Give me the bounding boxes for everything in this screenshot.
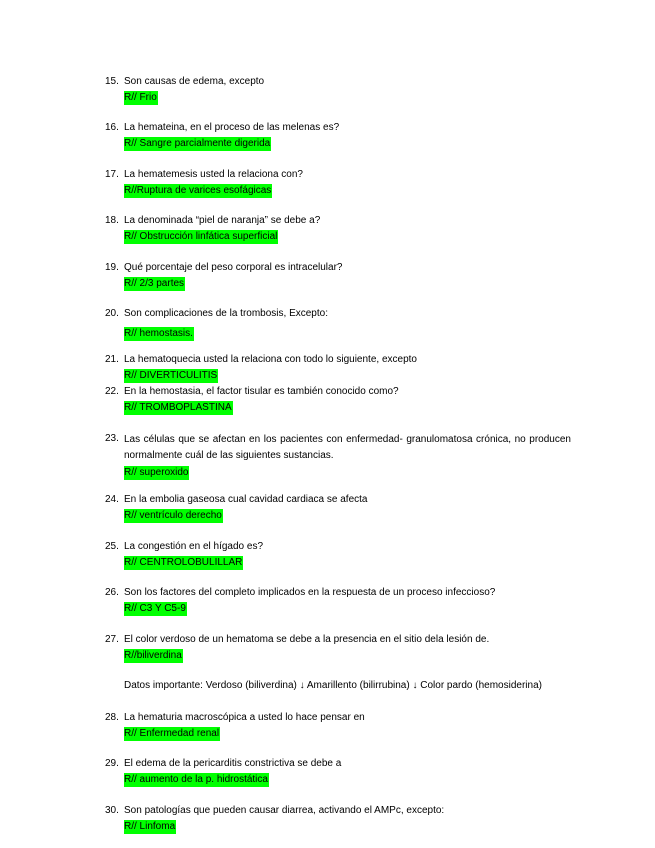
question-number: 19. [105,262,119,273]
question-text: La hemateina, en el proceso de las melenas es? [124,122,340,133]
answer-highlight: R// TROMBOPLASTINA [124,402,232,413]
answer-highlight: R// superoxido [124,467,189,478]
question-text: Qué porcentaje del peso corporal es intracelular? [124,262,343,273]
answer-highlight: R// 2/3 partes [124,278,185,289]
question-24 [105,493,571,523]
question-19 [105,261,571,291]
question-number: 23. [105,433,119,444]
question-number: 22. [105,386,119,397]
note-label: Datos importante: [124,680,203,691]
answer-highlight: R// CENTROLOBULILLAR [124,557,243,568]
question-text: La hematoquecia usted la relaciona con todo lo siguiente, excepto [124,354,417,365]
answer-highlight: R// C3 Y C5-9 [124,603,186,614]
question-number: 29. [105,758,119,769]
question-text: El edema de la pericarditis constrictiva se debe a [124,758,342,769]
question-number: 27. [105,634,119,645]
question-text: El color verdoso de un hematoma se debe a la presencia en el sitio dela lesión de. [124,634,490,645]
answer-highlight: R//biliverdina [124,650,182,661]
question-number: 30. [105,805,119,816]
question-text: La hematuria macroscópica a usted lo hace pensar en [124,712,365,723]
question-number: 24. [105,494,119,505]
answer-highlight: R// ventrículo derecho [124,510,222,521]
question-number: 21. [105,354,119,365]
question-22 [105,385,571,415]
question-29 [105,757,571,787]
question-text: Son los factores del completo implicados en la respuesta de un proceso infeccioso? [124,587,496,598]
question-text: Son patologías que pueden causar diarrea, activando el AMPc, excepto: [124,805,445,816]
question-28 [105,711,571,741]
question-25 [105,540,571,570]
question-number: 17. [105,169,119,180]
question-text: La denominada “piel de naranja” se debe a? [124,215,321,226]
question-15 [105,75,571,105]
question-number: 18. [105,215,119,226]
answer-highlight: R// hemostasis. [124,328,193,339]
question-number: 20. [105,308,119,319]
question-number: 28. [105,712,119,723]
note-text: Verdoso (biliverdina) ↓ Amarillento (bilirrubina) ↓ Color pardo (hemosiderina) [202,680,542,691]
question-16 [105,121,571,151]
important-note [124,679,571,693]
answer-highlight: R// Linfoma [124,821,176,832]
question-21 [105,353,571,383]
question-30 [105,804,571,834]
question-20 [105,307,571,341]
question-17 [105,168,571,198]
answer-highlight: R// Frio [124,92,157,103]
question-23 [105,432,571,480]
answer-highlight: R// Sangre parcialmente digerida [124,138,271,149]
answer-highlight: R// Obstrucción linfática superficial [124,231,278,242]
question-18 [105,214,571,244]
answer-highlight: R// Enfermedad renal [124,728,220,739]
question-text: En la embolia gaseosa cual cavidad cardiaca se afecta [124,494,368,505]
question-text: Son complicaciones de la trombosis, Excepto: [124,308,328,319]
question-text: Son causas de edema, excepto [124,76,265,87]
answer-highlight: R//Ruptura de varices esofágicas [124,185,272,196]
question-number: 16. [105,122,119,133]
question-number: 15. [105,76,119,87]
question-text: Las células que se afectan en los pacientes con enfermedad- granulomatosa crónica, no producen normalmente cuál de las siguientes sustancias. [124,434,571,461]
question-number: 26. [105,587,119,598]
question-26 [105,586,571,616]
question-text: La congestión en el hígado es? [124,541,263,552]
answer-highlight: R// DIVERTICULITIS [124,370,218,381]
question-text: La hematemesis usted la relaciona con? [124,169,303,180]
question-number: 25. [105,541,119,552]
answer-highlight: R// aumento de la p. hidrostática [124,774,268,785]
question-text: En la hemostasia, el factor tisular es también conocido como? [124,386,399,397]
question-27 [105,633,571,693]
